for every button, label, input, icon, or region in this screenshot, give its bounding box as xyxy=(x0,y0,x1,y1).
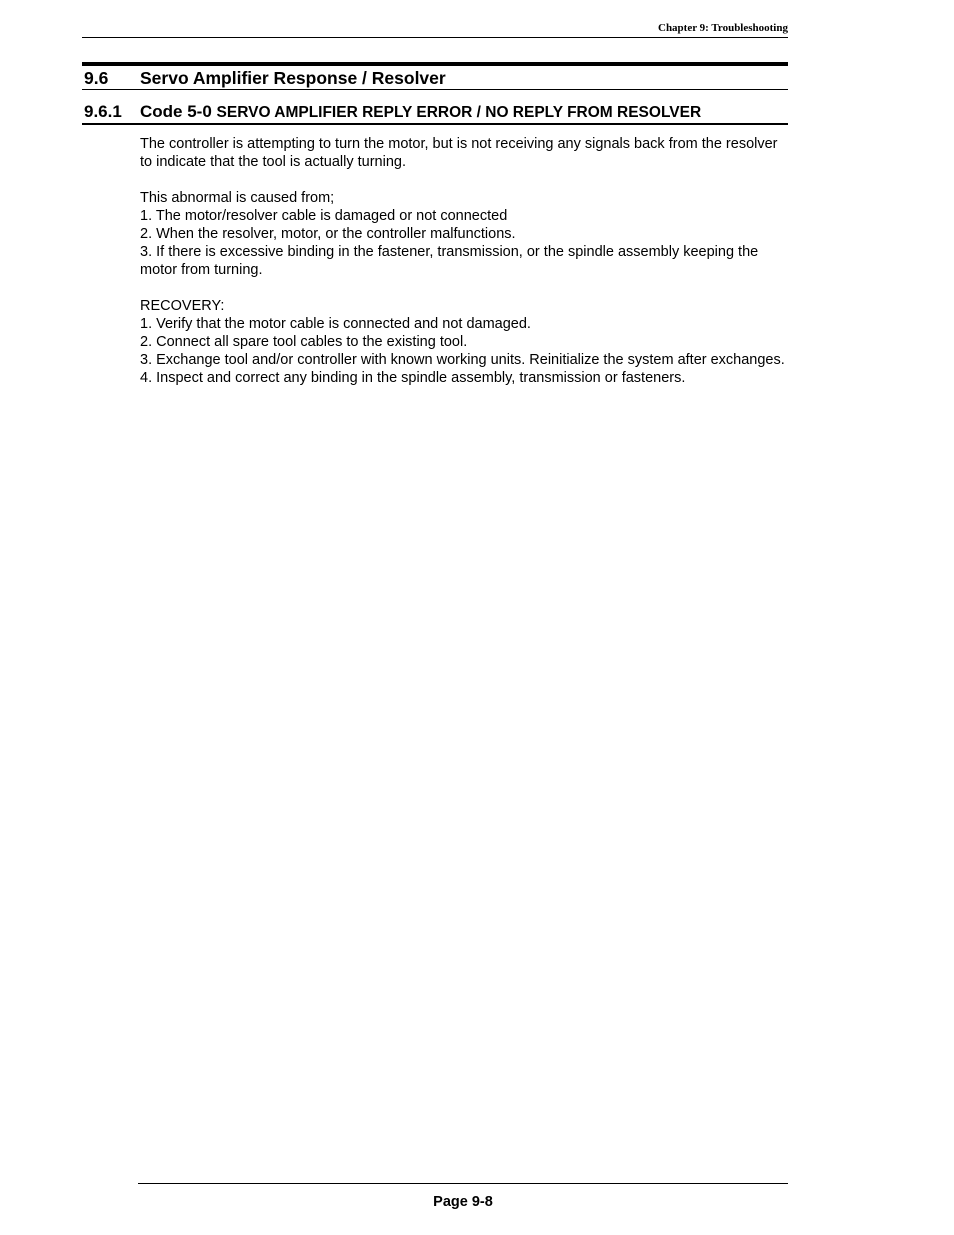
section-title: Servo Amplifier Response / Resolver xyxy=(140,68,446,88)
recovery-item: 2. Connect all spare tool cables to the existing tool. xyxy=(140,334,468,350)
body-text xyxy=(140,135,788,387)
section-heading xyxy=(84,68,446,89)
subsection-bottom-rule xyxy=(82,123,788,125)
page-number: Page 9-8 xyxy=(433,1194,493,1210)
recovery-item: 3. Exchange tool and/or controller with known working units. Reinitialize the system after exchanges. xyxy=(140,352,785,368)
subsection-number: 9.6.1 xyxy=(84,102,122,121)
cause-item: 2. When the resolver, motor, or the controller malfunctions. xyxy=(140,226,516,242)
footer-rule xyxy=(138,1183,788,1184)
section-bottom-rule xyxy=(82,89,788,90)
section-top-rule xyxy=(82,62,788,66)
subsection-title: SERVO AMPLIFIER REPLY ERROR / NO REPLY FROM RESOLVER xyxy=(216,104,702,121)
causes-heading: This abnormal is caused from; xyxy=(140,190,335,206)
recovery-item: 4. Inspect and correct any binding in the spindle assembly, transmission or fasteners. xyxy=(140,370,686,386)
paragraph-gap xyxy=(140,171,788,189)
intro-paragraph: The controller is attempting to turn the motor, but is not receiving any signals back from the resolver to indicate that the tool is actually turning. xyxy=(140,136,778,170)
header-rule xyxy=(82,37,788,38)
subsection-code: Code 5-0 xyxy=(140,102,212,121)
cause-item: 3. If there is excessive binding in the fastener, transmission, or the spindle assembly keeping the motor from turning. xyxy=(140,244,759,278)
section-number: 9.6 xyxy=(84,68,109,88)
running-header: Chapter 9: Troubleshooting xyxy=(658,22,788,34)
paragraph-gap xyxy=(140,279,788,297)
subsection-heading xyxy=(84,102,701,122)
recovery-item: 1. Verify that the motor cable is connected and not damaged. xyxy=(140,316,531,332)
cause-item: 1. The motor/resolver cable is damaged or not connected xyxy=(140,208,508,224)
recovery-heading: RECOVERY: xyxy=(140,298,225,314)
